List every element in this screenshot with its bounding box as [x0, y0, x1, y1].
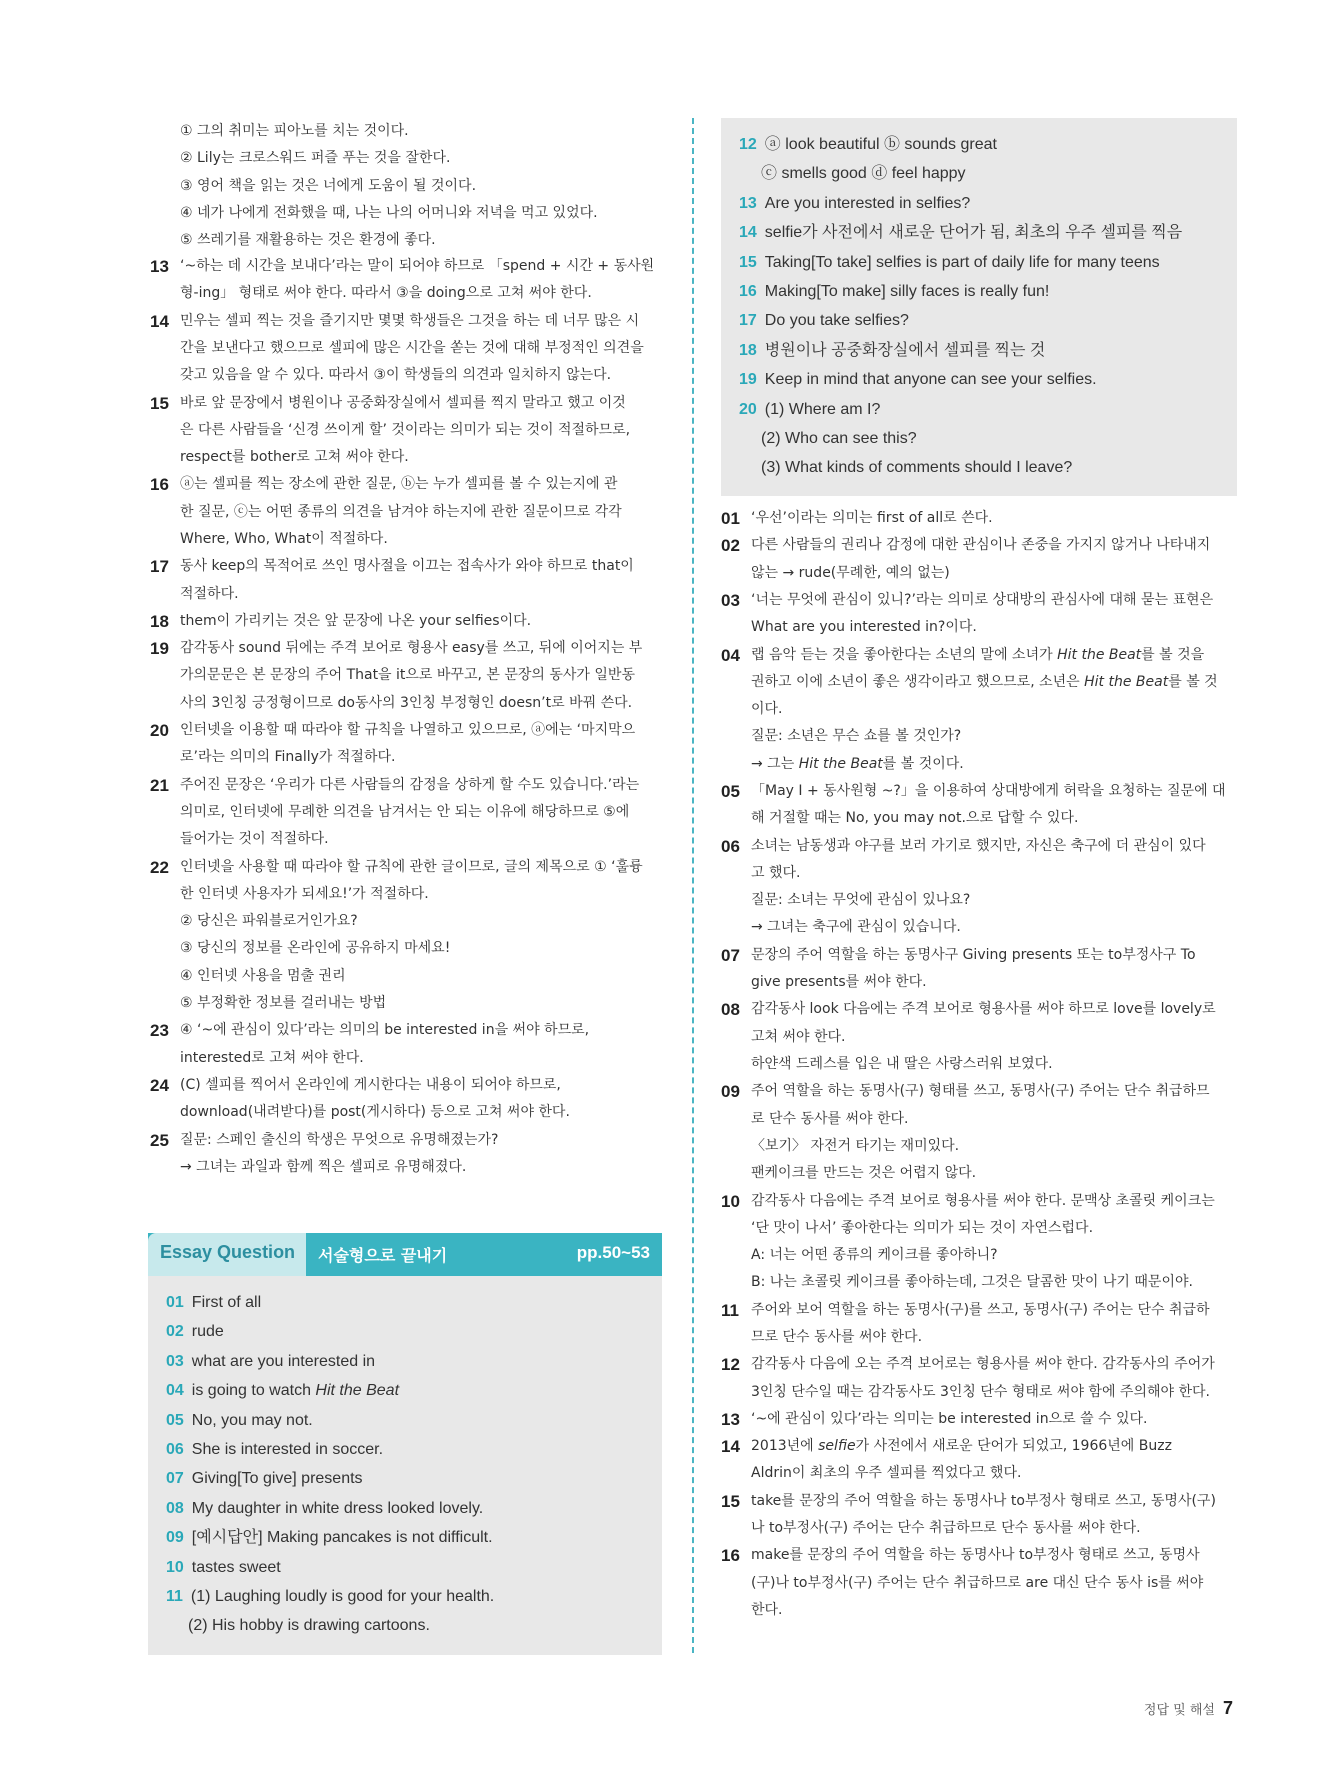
- choice-line: ⑤ 쓰레기를 재활용하는 것은 환경에 좋다.: [180, 232, 436, 249]
- explanation-line: 들어가는 것이 적절하다.: [180, 831, 329, 848]
- explanation-line: 로 단수 동사를 써야 한다.: [751, 1110, 909, 1127]
- answer-line: [166, 1347, 375, 1376]
- answer-text: No, you may not.: [191, 1411, 313, 1429]
- item-number: 16: [150, 475, 169, 495]
- answer-line: [166, 1582, 494, 1611]
- explanation-line: B: 나는 초콜릿 케이크를 좋아하는데, 그것은 달콤한 맛이 나기 때문이야.: [751, 1274, 1193, 1291]
- item-number: 12: [721, 1355, 740, 1375]
- answer-line: [166, 1376, 399, 1405]
- answer-text: [예시답안] Making pancakes is not difficult.: [191, 1529, 493, 1547]
- item-number: 17: [150, 557, 169, 577]
- explanation-line: take를 문장의 주어 역할을 하는 동명사나 to부정사 형태로 쓰고, 동명사(구): [751, 1492, 1216, 1509]
- explanation-line: 가의문문은 본 문장의 주어 That을 it으로 바꾸고, 본 문장의 동사가 일반동: [180, 667, 635, 684]
- answer-number: 13: [739, 194, 757, 212]
- answer-text: My daughter in white dress looked lovely.: [191, 1499, 484, 1517]
- item-number: 13: [721, 1409, 740, 1429]
- explanation-line: → 그녀는 과일과 함께 찍은 셀피로 유명해졌다.: [180, 1158, 467, 1175]
- explanation-line: ④ 인터넷 사용을 멈출 권리: [180, 967, 346, 984]
- explanation-line: give presents를 써야 한다.: [751, 974, 927, 991]
- item-number: 25: [150, 1130, 169, 1150]
- answer-text: (1) Where am I?: [764, 400, 881, 418]
- explanation-line: 한 인터넷 사용자가 되세요!’가 적절하다.: [180, 885, 429, 902]
- item-number: 05: [721, 782, 740, 801]
- explanation-line: 인터넷을 이용할 때 따라야 할 규칙을 나열하고 있으므로, ⓐ에는 ‘마지막으: [180, 722, 636, 739]
- answer-line: [166, 1494, 483, 1523]
- explanation-line: 로’라는 의미의 Finally가 적절하다.: [180, 749, 396, 766]
- answer-line: [166, 1611, 430, 1640]
- footer-label: 정답 및 해설: [1143, 1703, 1215, 1718]
- explanation-line: 한 질문, ⓒ는 어떤 종류의 의견을 남겨야 하는지에 관한 질문이므로 각각: [180, 503, 622, 520]
- answer-line: [166, 1553, 281, 1582]
- answer-text: (3) What kinds of comments should I leave?: [761, 459, 1073, 477]
- answer-number: 03: [166, 1352, 184, 1370]
- explanation-line: 므로 단수 동사를 써야 한다.: [751, 1328, 923, 1345]
- explanation-line: (C) 셀피를 찍어서 온라인에 게시한다는 내용이 되어야 하므로,: [180, 1077, 561, 1093]
- answer-text: Keep in mind that anyone can see your selfies.: [764, 371, 1097, 389]
- answer-number: 12: [739, 136, 757, 153]
- explanation-line: 감각동사 sound 뒤에는 주격 보어로 형용사 easy를 쓰고, 뒤에 이어지는 부: [180, 640, 643, 657]
- item-number: 14: [150, 311, 169, 331]
- explanation-line: 이다.: [751, 701, 783, 718]
- essay-answer-box: [148, 1276, 662, 1655]
- explanation-line: them이 가리키는 것은 앞 문장에 나온 your selfies이다.: [180, 612, 532, 629]
- answer-text: ⓒ smells good ⓓ feel happy: [761, 165, 966, 183]
- item-number: 10: [721, 1191, 740, 1211]
- explanation-line: 감각동사 다음에는 주격 보어로 형용사를 써야 한다. 문맥상 초콜릿 케이크는: [751, 1192, 1215, 1209]
- explanation-line: 문장의 주어 역할을 하는 동명사구 Giving presents 또는 to부정사구 To: [751, 946, 1196, 963]
- answer-number: 15: [739, 253, 757, 271]
- explanation-line: 한다.: [751, 1601, 783, 1618]
- explanation-line: interested로 고쳐 써야 한다.: [180, 1049, 364, 1066]
- explanation-line: 은 다른 사람들을 ‘신경 쓰이게 할’ 것이라는 의미가 되는 것이 적절하므로,: [180, 421, 631, 438]
- choice-line: ② Lily는 크로스워드 퍼즐 푸는 것을 잘한다.: [180, 150, 451, 167]
- explanation-line: → 그녀는 축구에 관심이 있습니다.: [751, 919, 961, 936]
- answer-text: First of all: [191, 1294, 262, 1311]
- explanation-line: 랩 음악 듣는 것을 좋아한다는 소년의 말에 소녀가 Hit the Beat를 볼 것을: [751, 646, 1205, 663]
- column-divider: [692, 118, 694, 1653]
- explanation-line: 「May I + 동사원형 ~?」을 이용하여 상대방에게 허락을 요청하는 질문에 대: [751, 783, 1226, 799]
- explanation-line: 〈보기〉 자전거 타기는 재미있다.: [751, 1137, 960, 1154]
- explanation-line: ⓐ는 셀피를 찍는 장소에 관한 질문, ⓑ는 누가 셀피를 볼 수 있는지에 관: [180, 476, 618, 493]
- answer-number: 11: [166, 1588, 183, 1605]
- answer-number: 19: [739, 371, 757, 389]
- explanation-line: 고 했다.: [751, 864, 801, 881]
- explanation-line: 2013년에 selfie가 사전에서 새로운 단어가 되었고, 1966년에 Buzz: [751, 1438, 1172, 1455]
- explanation-line: 동사 keep의 목적어로 쓰인 명사절을 이끄는 접속사가 와야 하므로 that이: [180, 558, 634, 575]
- essay-question-header: [148, 1233, 662, 1276]
- explanation-line: respect를 bother로 고쳐 써야 한다.: [180, 449, 409, 466]
- explanation-line: 주어 역할을 하는 동명사(구) 형태를 쓰고, 동명사(구) 주어는 단수 취급하므: [751, 1083, 1210, 1100]
- item-number: 03: [721, 590, 740, 610]
- answer-text: is going to watch Hit the Beat: [191, 1382, 400, 1400]
- item-number: 01: [721, 509, 740, 528]
- explanation-line: 주어진 문장은 ‘우리가 다른 사람들의 감정을 상하게 할 수도 있습니다.’라는: [180, 776, 640, 793]
- item-number: 21: [150, 775, 169, 795]
- item-number: 14: [721, 1437, 740, 1457]
- answer-number: 18: [739, 341, 757, 359]
- essay-tab-label: Essay Question: [160, 1242, 296, 1262]
- explanation-line: What are you interested in?이다.: [751, 619, 977, 636]
- essay-question-tab: [148, 1233, 306, 1276]
- answer-text: tastes sweet: [191, 1558, 281, 1576]
- explanation-line: 형-ing」 형태로 써야 한다. 따라서 ③을 doing으로 고쳐 써야 한다.: [180, 285, 592, 302]
- explanation-line: 주어와 보어 역할을 하는 동명사(구)를 쓰고, 동명사(구) 주어는 단수 취급하: [751, 1301, 1210, 1318]
- answer-number: 01: [166, 1294, 184, 1311]
- item-number: 16: [721, 1546, 740, 1566]
- item-number: 02: [721, 536, 740, 556]
- explanation-line: Aldrin이 최초의 우주 셀피를 찍었다고 했다.: [751, 1465, 1022, 1482]
- answer-number: 07: [166, 1470, 184, 1488]
- item-number: 04: [721, 645, 740, 665]
- answer-number: 10: [166, 1558, 184, 1576]
- item-number: 22: [150, 857, 169, 877]
- explanation-line: (구)나 to부정사(구) 주어는 단수 취급하므로 are 대신 단수 동사 is를 써야: [751, 1574, 1204, 1591]
- answer-line: [166, 1435, 383, 1464]
- answer-text: (1) Laughing loudly is good for your health.: [190, 1588, 495, 1605]
- answer-number: 08: [166, 1499, 184, 1517]
- page-footer: [1144, 1698, 1233, 1719]
- answer-text: (2) His hobby is drawing cartoons.: [188, 1617, 430, 1635]
- explanation-line: ② 당신은 파워블로거인가요?: [180, 913, 358, 930]
- explanation-line: ‘~하는 데 시간을 보내다’라는 말이 되어야 하므로 「spend + 시간 + 동사원: [180, 258, 655, 274]
- answer-line: [166, 1464, 363, 1493]
- item-number: 18: [150, 611, 169, 631]
- answer-text: ⓐ look beautiful ⓑ sounds great: [764, 136, 997, 153]
- answer-number: 20: [739, 400, 757, 418]
- explanation-line: 감각동사 다음에 오는 주격 보어로는 형용사를 써야 한다. 감각동사의 주어가: [751, 1356, 1215, 1373]
- explanation-line: 질문: 소년은 무슨 쇼를 볼 것인가?: [751, 728, 962, 745]
- answer-text: what are you interested in: [191, 1352, 376, 1370]
- explanation-line: 민우는 셀피 찍는 것을 즐기지만 몇몇 학생들은 그것을 하는 데 너무 많은 시: [180, 312, 640, 329]
- item-number: 24: [150, 1076, 169, 1095]
- explanation-line: make를 문장의 주어 역할을 하는 동명사나 to부정사 형태로 쓰고, 동명사: [751, 1547, 1200, 1564]
- answer-line: [166, 1317, 224, 1346]
- explanation-line: 팬케이크를 만드는 것은 어렵지 않다.: [751, 1165, 977, 1182]
- answer-text: Do you take selfies?: [764, 312, 909, 330]
- explanation-line: 고쳐 써야 한다.: [751, 1028, 846, 1045]
- explanation-line: 소녀는 남동생과 야구를 보러 가기로 했지만, 자신은 축구에 더 관심이 있다: [751, 837, 1206, 854]
- explanation-line: Where, Who, What이 적절하다.: [180, 530, 388, 547]
- answer-number: 14: [739, 224, 757, 242]
- essay-pages: pp.50~53: [576, 1243, 650, 1262]
- explanation-line: 질문: 스페인 출신의 학생은 무엇으로 유명해졌는가?: [180, 1131, 499, 1148]
- explanation-line: 적절하다.: [180, 585, 239, 602]
- item-number: 20: [150, 721, 169, 741]
- answer-text: Taking[To take] selfies is part of daily life for many teens: [764, 253, 1160, 271]
- explanation-line: ‘~에 관심이 있다’라는 의미는 be interested in으로 쓸 수 있다.: [751, 1410, 1148, 1427]
- explanation-line: A: 너는 어떤 종류의 케이크를 좋아하니?: [751, 1247, 998, 1264]
- answer-number: 17: [739, 312, 757, 330]
- answer-text: She is interested in soccer.: [191, 1441, 384, 1458]
- answer-text: rude: [191, 1323, 224, 1341]
- choice-line: ④ 네가 나에게 전화했을 때, 나는 나의 어머니와 저녁을 먹고 있었다.: [180, 204, 598, 221]
- answer-text: Making[To make] silly faces is really fun!: [764, 283, 1050, 300]
- explanation-line: 바로 앞 문장에서 병원이나 공중화장실에서 셀피를 찍지 말라고 했고 이것: [180, 394, 626, 411]
- item-number: 23: [150, 1021, 169, 1041]
- explanation-line: ‘너는 무엇에 관심이 있니?’라는 의미로 상대방의 관심사에 대해 묻는 표현은: [751, 591, 1214, 608]
- explanation-line: ④ ‘~에 관심이 있다’라는 의미의 be interested in을 써야 하므로,: [180, 1022, 590, 1039]
- item-number: 15: [721, 1491, 740, 1511]
- explanation-line: 갖고 있음을 알 수 있다. 따라서 ③이 학생들의 의견과 일치하지 않는다.: [180, 367, 612, 384]
- item-number: 07: [721, 945, 740, 965]
- item-number: 09: [721, 1082, 740, 1102]
- explanation-line: download(내려받다)를 post(게시하다) 등으로 고쳐 써야 한다.: [180, 1104, 570, 1121]
- explanation-line: ⑤ 부정확한 정보를 걸러내는 방법: [180, 995, 387, 1012]
- explanation-line: 사의 3인칭 긍정형이므로 do동사의 3인칭 부정형인 doesn’t로 바꿔 쓴다.: [180, 694, 633, 711]
- item-number: 13: [150, 257, 169, 276]
- explanation-line: → 그는 Hit the Beat를 볼 것이다.: [751, 755, 964, 772]
- explanation-line: 않는 → rude(무례한, 예의 없는): [751, 564, 950, 581]
- explanation-line: 간을 보낸다고 했으므로 셀피에 많은 시간을 쏟는 것에 대해 부정적인 의견을: [180, 339, 644, 356]
- choice-line: ③ 영어 책을 읽는 것은 너에게 도움이 될 것이다.: [180, 177, 477, 194]
- answer-text: selfie가 사전에서 새로운 단어가 됨, 최초의 우주 셀피를 찍음: [764, 224, 1183, 242]
- explanation-line: ‘단 맛이 나서’ 좋아한다는 의미가 되는 것이 자연스럽다.: [751, 1219, 1094, 1236]
- explanation-line: 인터넷을 사용할 때 따라야 할 규칙에 관한 글이므로, 글의 제목으로 ① ‘훌륭: [180, 858, 643, 875]
- explanation-line: 다른 사람들의 권리나 감정에 대한 관심이나 존중을 가지지 않거나 나타내지: [751, 537, 1211, 554]
- choice-line: ① 그의 취미는 피아노를 치는 것이다.: [180, 123, 409, 139]
- explanation-line: 해 거절할 때는 No, you may not.으로 답할 수 있다.: [751, 810, 1079, 827]
- item-number: 06: [721, 836, 740, 856]
- item-number: 08: [721, 1000, 740, 1020]
- answer-line: [166, 1288, 261, 1317]
- explanation-line: ③ 당신의 정보를 온라인에 공유하지 마세요!: [180, 940, 451, 957]
- explanation-line: 질문: 소녀는 무엇에 관심이 있나요?: [751, 892, 971, 909]
- explanation-line: 의미로, 인터넷에 무례한 의견을 남겨서는 안 되는 이유에 해당하므로 ⑤에: [180, 803, 630, 820]
- explanation-line: 감각동사 look 다음에는 주격 보어로 형용사를 써야 하므로 love를 lovely로: [751, 1001, 1216, 1018]
- answer-number: 16: [739, 283, 757, 300]
- answer-number: 09: [166, 1529, 184, 1547]
- answer-number: 02: [166, 1323, 184, 1341]
- answer-text: 병원이나 공중화장실에서 셀피를 찍는 것: [764, 341, 1046, 359]
- item-number: 15: [150, 393, 169, 413]
- essay-title: 서술형으로 끝내기: [318, 1246, 448, 1265]
- page-number: 7: [1222, 1698, 1233, 1718]
- answer-number: 06: [166, 1441, 184, 1458]
- explanation-line: 3인칭 단수일 때는 감각동사도 3인칭 단수 형태로 써야 함에 주의해야 한다.: [751, 1383, 1210, 1400]
- answer-text: Are you interested in selfies?: [764, 194, 971, 212]
- answer-line: [166, 1406, 313, 1435]
- answer-number: 04: [166, 1382, 184, 1400]
- answer-text: Giving[To give] presents: [191, 1470, 363, 1488]
- answer-number: 05: [166, 1411, 184, 1429]
- right-column: [721, 0, 1237, 1772]
- answer-line: [166, 1523, 493, 1552]
- item-number: 11: [721, 1300, 739, 1320]
- item-number: 19: [150, 639, 169, 659]
- explanation-line: 나 to부정사(구) 주어는 단수 취급하므로 단수 동사를 써야 한다.: [751, 1520, 1141, 1537]
- explanation-line: ‘우선’이라는 의미는 first of all로 쓴다.: [751, 510, 993, 526]
- explanation-line: 하얀색 드레스를 입은 내 딸은 사랑스러워 보였다.: [751, 1055, 1053, 1072]
- explanation-line: 권하고 이에 소년이 좋은 생각이라고 했으므로, 소년은 Hit the Beat를 볼 것: [751, 673, 1218, 690]
- answer-text: (2) Who can see this?: [761, 430, 917, 447]
